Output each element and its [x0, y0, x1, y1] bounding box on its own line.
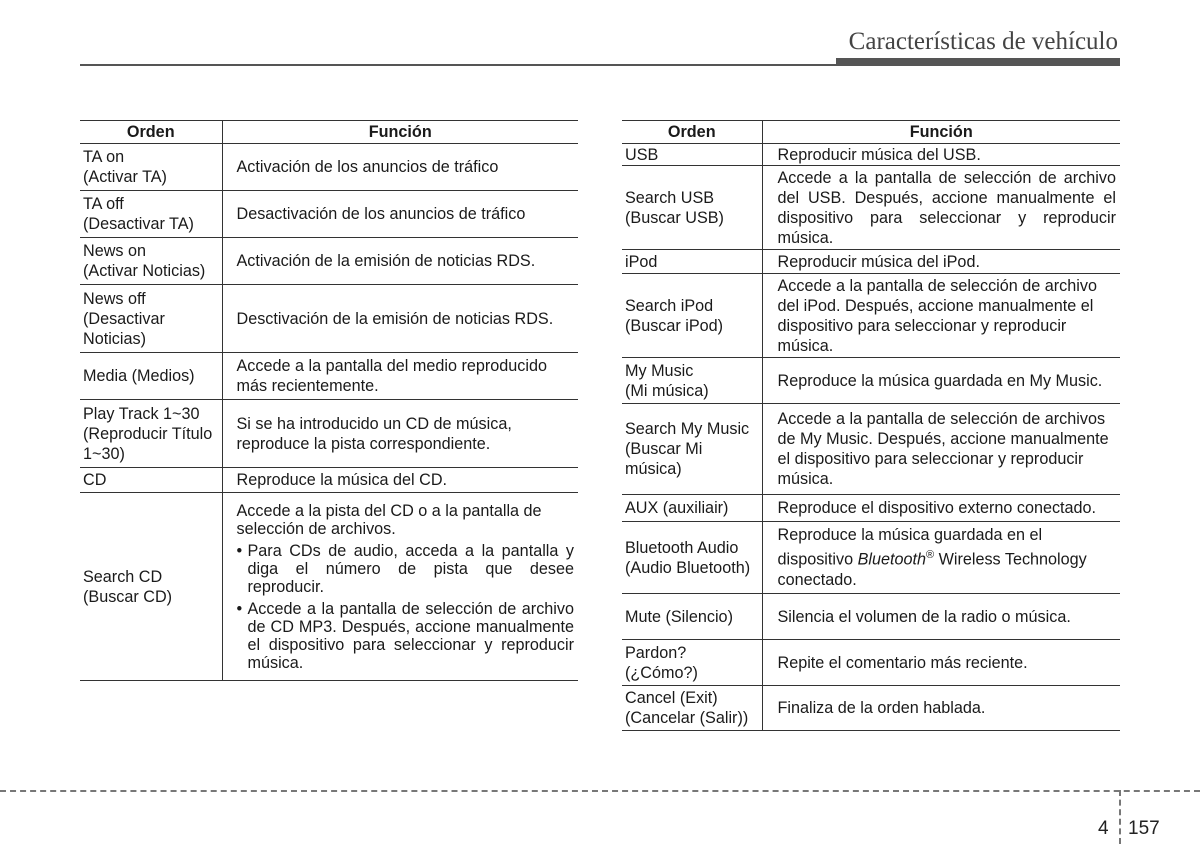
page-number: 157 — [1128, 818, 1160, 839]
funcion-cell: Repite el comentario más reciente. — [762, 640, 1120, 686]
orden-cell: TA off (Desactivar TA) — [80, 191, 222, 238]
column-header-orden: Orden — [622, 121, 762, 144]
table-header-row — [80, 121, 578, 144]
orden-cell: Search USB (Buscar USB) — [622, 166, 762, 250]
table-row — [622, 358, 1120, 404]
orden-cell: Mute (Silencio) — [622, 594, 762, 640]
funcion-cell: Desctivación de la emisión de noticias RDS. — [222, 285, 578, 353]
orden-cell: Search My Music (Buscar Mi música) — [622, 404, 762, 495]
orden-cell: CD — [80, 468, 222, 493]
bullet-icon: • — [236, 541, 243, 560]
orden-cell: Search CD (Buscar CD) — [80, 493, 222, 681]
funcion-cell: Reproducir música del iPod. — [762, 250, 1120, 274]
table-row — [622, 144, 1120, 166]
table-row — [622, 686, 1120, 731]
table-row — [80, 238, 578, 285]
orden-cell: My Music (Mi música) — [622, 358, 762, 404]
funcion-cell: Accede a la pantalla del medio reproducido más recientemente. — [222, 353, 578, 400]
table-row — [622, 640, 1120, 686]
bullet-item: • Accede a la pantalla de selección de archivo de CD MP3. Después, accione manualmente el dispositivo para seleccionar y reproducir música. — [236, 599, 574, 672]
table-row — [622, 166, 1120, 250]
table-row — [622, 250, 1120, 274]
orden-cell: Bluetooth Audio (Audio Bluetooth) — [622, 522, 762, 594]
orden-cell: USB — [622, 144, 762, 166]
funcion-cell: Reproduce el dispositivo externo conectado. — [762, 495, 1120, 522]
funcion-cell: Accede a la pantalla de selección de archivo del iPod. Después, accione manualmente el dispositivo para seleccionar y reproducir música. — [762, 274, 1120, 358]
registered-mark: ® — [925, 549, 935, 562]
orden-cell: Pardon? (¿Cómo?) — [622, 640, 762, 686]
orden-cell: AUX (auxiliair) — [622, 495, 762, 522]
funcion-cell: Si se ha introducido un CD de música, reproduce la pista correspondiente. — [222, 400, 578, 468]
funcion-cell: Desactivación de los anuncios de tráfico — [222, 191, 578, 238]
funcion-cell: Accede a la pantalla de selección de archivos de My Music. Después, accione manualmente el dispositivo para seleccionar y reproducir música. — [762, 404, 1120, 495]
funcion-cell: Activación de los anuncios de tráfico — [222, 144, 578, 191]
table-header-row — [622, 121, 1120, 144]
funcion-cell — [222, 493, 578, 681]
table-row — [622, 495, 1120, 522]
footer-dotted-divider — [1119, 790, 1121, 844]
table-row — [80, 468, 578, 493]
table-row — [622, 594, 1120, 640]
funcion-intro: Accede a la pista del CD o a la pantalla de selección de archivos. — [236, 501, 542, 538]
column-header-funcion: Función — [762, 121, 1120, 144]
table-row — [80, 493, 578, 681]
table-row — [80, 191, 578, 238]
orden-cell: Media (Medios) — [80, 353, 222, 400]
table-row — [80, 400, 578, 468]
orden-cell: Search iPod (Buscar iPod) — [622, 274, 762, 358]
column-header-funcion: Función — [222, 121, 578, 144]
bullet-icon: • — [236, 599, 243, 618]
funcion-cell: Reproduce la música guardada en el dispositivo Bluetooth® Wireless Technology conectado. — [762, 522, 1120, 594]
orden-cell: News off (Desactivar Noticias) — [80, 285, 222, 353]
funcion-cell: Reproducir música del USB. — [762, 144, 1120, 166]
table-row — [80, 144, 578, 191]
column-header-orden: Orden — [80, 121, 222, 144]
commands-table-right — [622, 120, 1120, 731]
funcion-cell: Accede a la pantalla de selección de archivo del USB. Después, accione manualmente el dispositivo para seleccionar y reproducir música. — [762, 166, 1120, 250]
orden-cell: Play Track 1~30 (Reproducir Título 1~30) — [80, 400, 222, 468]
commands-table-left — [80, 120, 578, 681]
funcion-cell: Silencia el volumen de la radio o música. — [762, 594, 1120, 640]
footer-dotted-rule — [0, 790, 1200, 792]
orden-cell: News on (Activar Noticias) — [80, 238, 222, 285]
header-rule — [80, 64, 1120, 66]
table-row — [622, 274, 1120, 358]
funcion-cell: Reproduce la música guardada en My Music. — [762, 358, 1120, 404]
table-row — [622, 404, 1120, 495]
chapter-number: 4 — [1098, 818, 1109, 839]
table-row — [80, 285, 578, 353]
orden-cell: Cancel (Exit) (Cancelar (Salir)) — [622, 686, 762, 731]
page-header-title: Características de vehículo — [848, 28, 1118, 55]
orden-cell: iPod — [622, 250, 762, 274]
table-row — [622, 522, 1120, 594]
bullet-item: • Para CDs de audio, acceda a la pantalla y diga el número de pista que desee reproducir. — [236, 541, 574, 596]
funcion-cell: Activación de la emisión de noticias RDS. — [222, 238, 578, 285]
funcion-cell: Finaliza de la orden hablada. — [762, 686, 1120, 731]
funcion-cell: Reproduce la música del CD. — [222, 468, 578, 493]
table-row — [80, 353, 578, 400]
orden-cell: TA on (Activar TA) — [80, 144, 222, 191]
